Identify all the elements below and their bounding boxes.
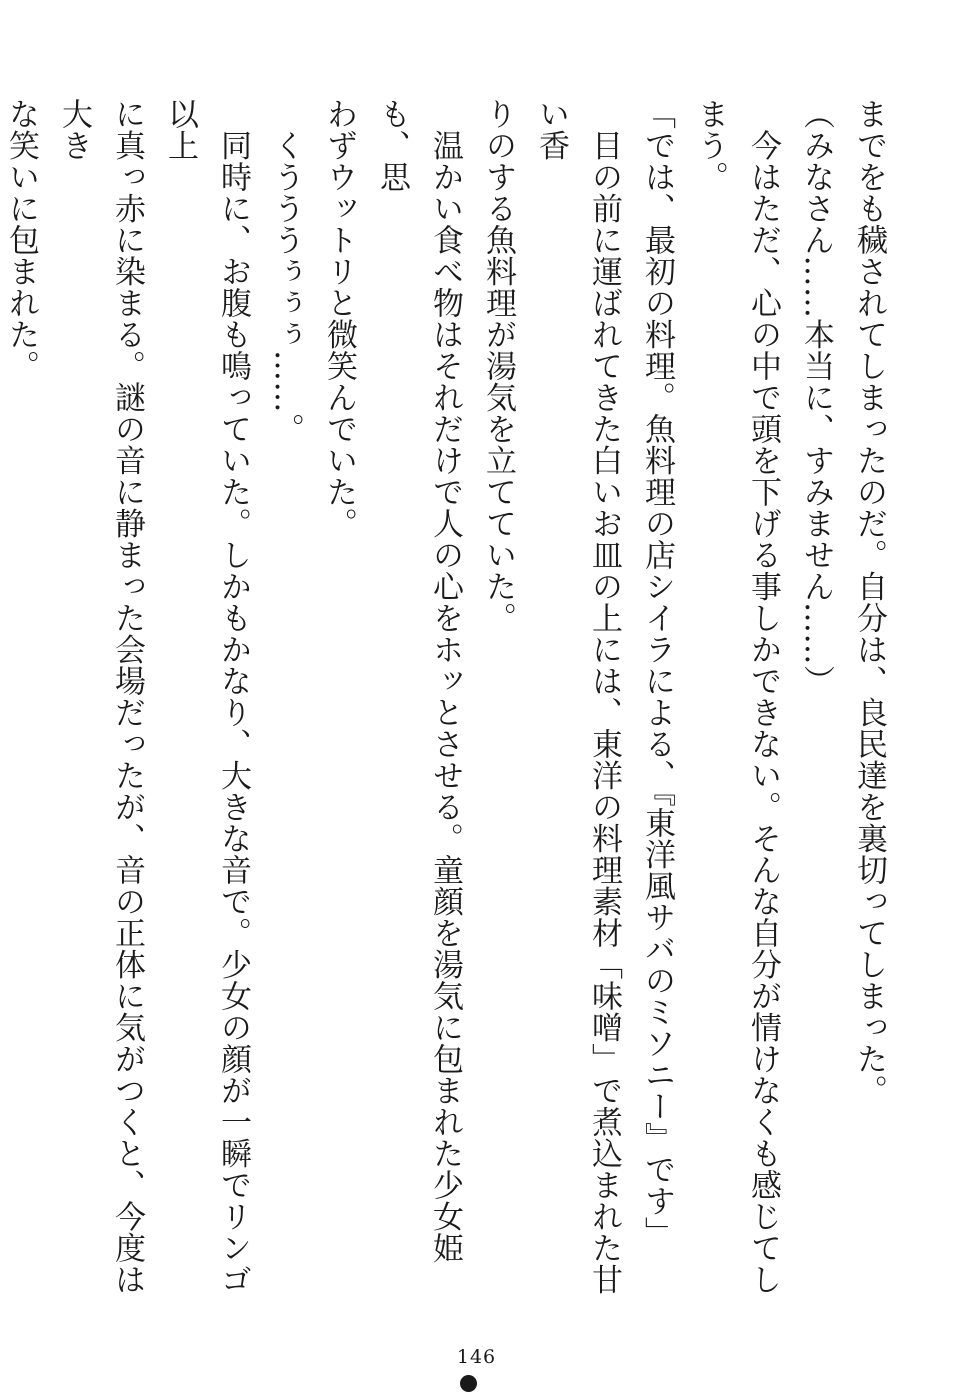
text-line: （みなさん……本当に、すみません……） [798, 98, 834, 697]
body-text [3, 98, 895, 1318]
text-line: 今はただ、心の中で頭を下げる事しかできない。そんな自分が情けなくも感じてしまう。 [692, 98, 781, 1295]
text-line: に真っ赤に染まる。謎の音に静まった会場だったが、音の正体に気がつくと、今度は大き [56, 98, 145, 1295]
text-line: 温かい食べ物はそれだけで人の心をホッとさせる。童顔を湯気に包まれた少女姫も、思 [374, 98, 463, 1264]
text-line: りのする魚料理が湯気を立てていた。 [480, 98, 516, 634]
text-line: 「では、最初の料理。魚料理の店シイラによる、『東洋風サバのミソニー』です」 [639, 98, 675, 1248]
page-number: 146 [456, 1346, 497, 1368]
text-line: 同時に、お腹も鳴っていた。しかもかなり、大きな音で。少女の顔が一瞬でリンゴ以上 [162, 98, 251, 1295]
page-marker-dot [460, 1375, 477, 1392]
text-line: までをも穢されてしまったのだ。自分は、良民達を裏切ってしまった。 [851, 98, 887, 1106]
text-line: わずウットリと微笑んでいた。 [321, 98, 357, 539]
text-line: 目の前に運ばれてきた白いお皿の上には、東洋の料理素材「味噌」で煮込まれた甘い香 [533, 98, 622, 1295]
text-line: くうううぅぅぅ……。 [268, 98, 304, 445]
text-line: な笑いに包まれた。 [3, 98, 39, 382]
